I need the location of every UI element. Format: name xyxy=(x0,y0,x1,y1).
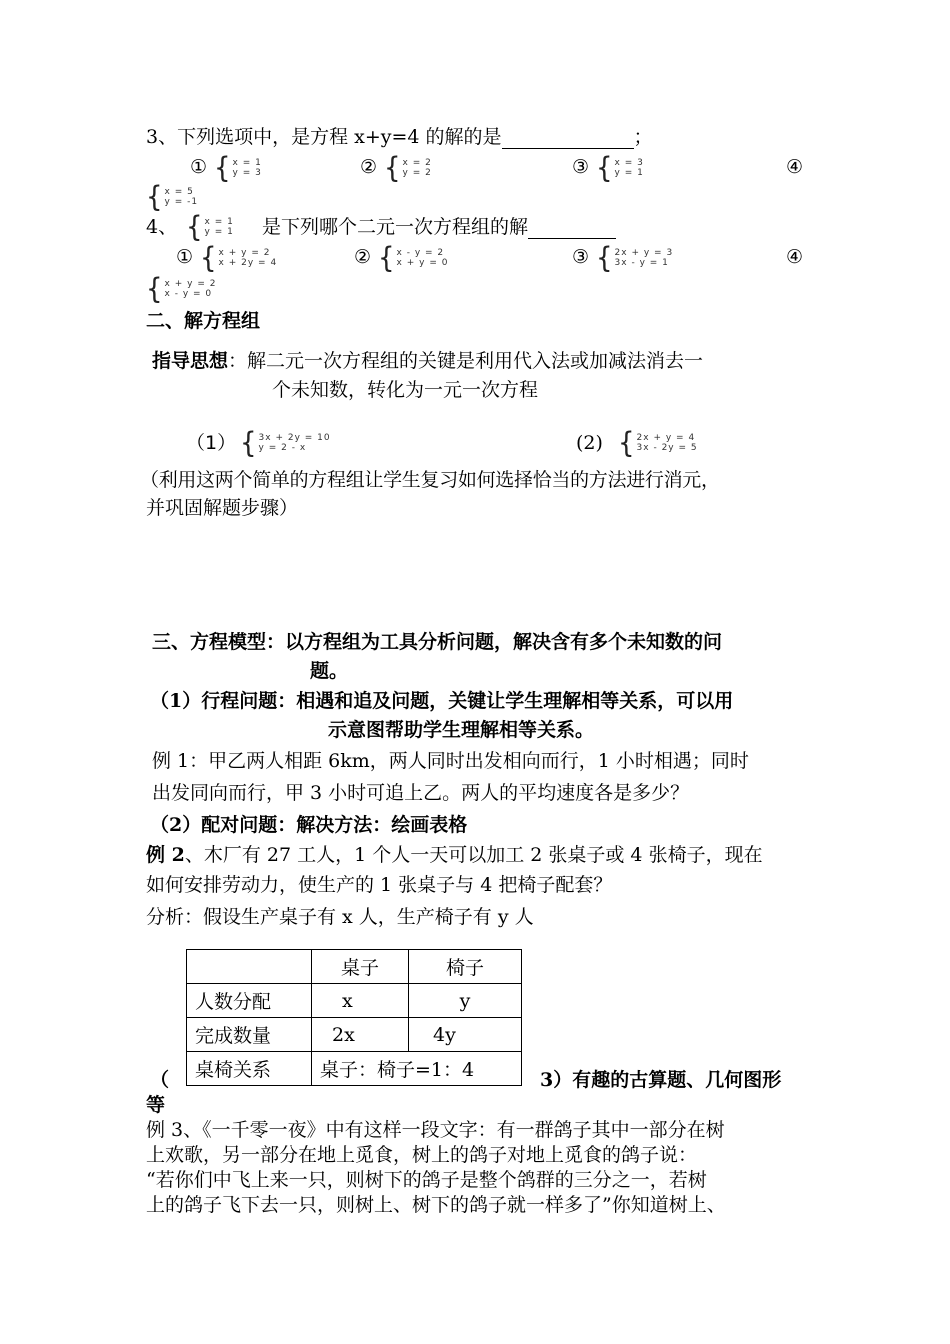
equation: x = 1 xyxy=(204,217,234,227)
equation: y = 1 xyxy=(204,227,234,237)
travel-heading-1: （1）行程问题：相遇和追及问题，关键让学生理解相等关系，可以用 xyxy=(150,690,734,712)
equation: 3x + 2y = 10 xyxy=(258,433,331,443)
equation: x = 1 xyxy=(232,158,262,168)
problem-1-system xyxy=(240,426,331,460)
table-cell: 2x xyxy=(312,1018,409,1052)
problem-1-label: （1） xyxy=(186,432,237,454)
guide-text-1: ：解二元一次方程组的关键是利用代入法或加减法消去一 xyxy=(228,350,704,372)
q4-opt2-system xyxy=(378,241,449,275)
example-3-line-3: “若你们中飞上来一只，则树下的鸽子是整个鸽群的三分之一，若树 xyxy=(146,1169,707,1191)
q3-opt2-system xyxy=(384,151,432,185)
section-heading-model-1: 三、方程模型：以方程组为工具分析问题，解决含有多个未知数的问 xyxy=(152,631,723,653)
section-heading-model-2: 题。 xyxy=(310,660,349,682)
brace-icon: { xyxy=(618,426,635,460)
table-row xyxy=(187,1052,522,1086)
example-3-line-2: 上欢歌，另一部分在地上觅食，树上的鸽子对地上觅食的鸽子说： xyxy=(146,1144,698,1166)
example-1-line-1: 例 1：甲乙两人相距 6km，两人同时出发相向而行，1 小时相遇；同时 xyxy=(152,750,749,772)
fun-heading-open: （ xyxy=(150,1069,170,1091)
equation: x - y = 0 xyxy=(164,289,213,299)
table-row xyxy=(187,1018,522,1052)
q3-opt3-label: ③ xyxy=(572,156,590,178)
equation: 3x - y = 1 xyxy=(614,258,669,268)
q4-line xyxy=(262,216,616,239)
equation: x = 5 xyxy=(164,187,194,197)
q4-opt2-label: ② xyxy=(354,246,372,268)
q3-line xyxy=(146,126,653,149)
equation: 2x + y = 3 xyxy=(614,248,674,258)
q3-blank xyxy=(502,128,634,149)
fun-heading-2: 等 xyxy=(146,1094,166,1116)
q4-blank xyxy=(528,218,616,239)
analysis-line: 分析：假设生产桌子有 x 人，生产椅子有 y 人 xyxy=(146,906,534,928)
example-1-line-2: 出发同向而行，甲 3 小时可追上乙。两人的平均速度各是多少？ xyxy=(152,782,690,804)
example-3-line-1: 例 3、《一千零一夜》中有这样一段文字：有一群鸽子其中一部分在树 xyxy=(146,1119,725,1141)
q4-opt4-label: ④ xyxy=(786,246,804,268)
brace-icon: { xyxy=(240,426,257,460)
table-cell: 4y xyxy=(409,1018,522,1052)
equation: y = 2 - x xyxy=(258,443,307,453)
equation: x + 2y = 4 xyxy=(218,258,278,268)
equation: x - y = 2 xyxy=(396,248,445,258)
q3-opt1-system xyxy=(214,151,262,185)
problem-2-label: (2) xyxy=(576,432,603,454)
brace-icon: { xyxy=(214,151,231,185)
table-header-cell xyxy=(187,950,312,984)
equation: x = 3 xyxy=(614,158,644,168)
q4-opt3-label: ③ xyxy=(572,246,590,268)
equation: 3x - 2y = 5 xyxy=(636,443,698,453)
table-header-row xyxy=(187,950,522,984)
example-3-line-4: 上的鸽子飞下去一只，则树上、树下的鸽子就一样多了”你知道树上、 xyxy=(146,1194,726,1216)
brace-icon: { xyxy=(596,241,613,275)
q3-end: ； xyxy=(633,126,653,148)
q3-text: 3、下列选项中，是方程 x+y=4 的解的是 xyxy=(146,126,502,148)
equation: x + y = 2 xyxy=(164,279,217,289)
problem-2-system xyxy=(618,426,698,460)
q3-opt2-label: ② xyxy=(360,156,378,178)
pair-heading: （2）配对问题：解决方法：绘画表格 xyxy=(150,814,468,836)
q4-prefix: 4、 xyxy=(146,216,178,238)
q3-opt4-label: ④ xyxy=(786,156,804,178)
equation: y = 1 xyxy=(614,168,644,178)
example-2-line-1 xyxy=(146,844,763,867)
brace-icon: { xyxy=(384,151,401,185)
table-cell: x xyxy=(312,984,409,1018)
equation: y = 3 xyxy=(232,168,262,178)
example-2-label: 例 2 xyxy=(146,844,185,866)
allocation-table xyxy=(186,949,522,1086)
section-heading-solve: 二、解方程组 xyxy=(146,310,261,332)
table-cell: 完成数量 xyxy=(187,1018,312,1052)
q4-opt4-system xyxy=(146,272,217,306)
q4-opt1-system xyxy=(200,241,278,275)
brace-icon: { xyxy=(146,180,163,214)
q4-text: 是下列哪个二元一次方程组的解 xyxy=(262,216,529,238)
table-cell: y xyxy=(409,984,522,1018)
note-line-2: 并巩固解题步骤） xyxy=(146,497,299,519)
q4-given-system xyxy=(186,210,234,244)
brace-icon: { xyxy=(378,241,395,275)
q3-opt1-label: ① xyxy=(190,156,208,178)
table-cell: 桌子：椅子=1：4 xyxy=(312,1052,522,1086)
example-2-text: 、木厂有 27 工人，1 个人一天可以加工 2 张桌子或 4 张椅子，现在 xyxy=(184,844,763,866)
guide-line-1 xyxy=(152,350,703,373)
guide-line-2: 个未知数，转化为一元一次方程 xyxy=(272,379,539,401)
brace-icon: { xyxy=(146,272,163,306)
table-row xyxy=(187,984,522,1018)
table-header-cell: 椅子 xyxy=(409,950,522,984)
equation: 2x + y = 4 xyxy=(636,433,696,443)
guide-label: 指导思想 xyxy=(152,350,229,372)
brace-icon: { xyxy=(186,210,203,244)
q3-opt4-system xyxy=(146,180,199,214)
brace-icon: { xyxy=(200,241,217,275)
example-2-line-2: 如何安排劳动力，使生产的 1 张桌子与 4 把椅子配套？ xyxy=(146,874,613,896)
q4-opt1-label: ① xyxy=(176,246,194,268)
q4-opt3-system xyxy=(596,241,674,275)
fun-heading-rest: 3）有趣的古算题、几何图形 xyxy=(540,1069,782,1091)
equation: y = -1 xyxy=(164,197,199,207)
note-line-1: （利用这两个简单的方程组让学生复习如何选择恰当的方法进行消元， xyxy=(140,469,720,491)
equation: x + y = 2 xyxy=(218,248,271,258)
travel-heading-2: 示意图帮助学生理解相等关系。 xyxy=(328,719,595,741)
table-cell: 桌椅关系 xyxy=(187,1052,312,1086)
equation: y = 2 xyxy=(402,168,432,178)
equation: x = 2 xyxy=(402,158,432,168)
table-cell: 人数分配 xyxy=(187,984,312,1018)
equation: x + y = 0 xyxy=(396,258,449,268)
table-header-cell: 桌子 xyxy=(312,950,409,984)
q3-opt3-system xyxy=(596,151,644,185)
brace-icon: { xyxy=(596,151,613,185)
